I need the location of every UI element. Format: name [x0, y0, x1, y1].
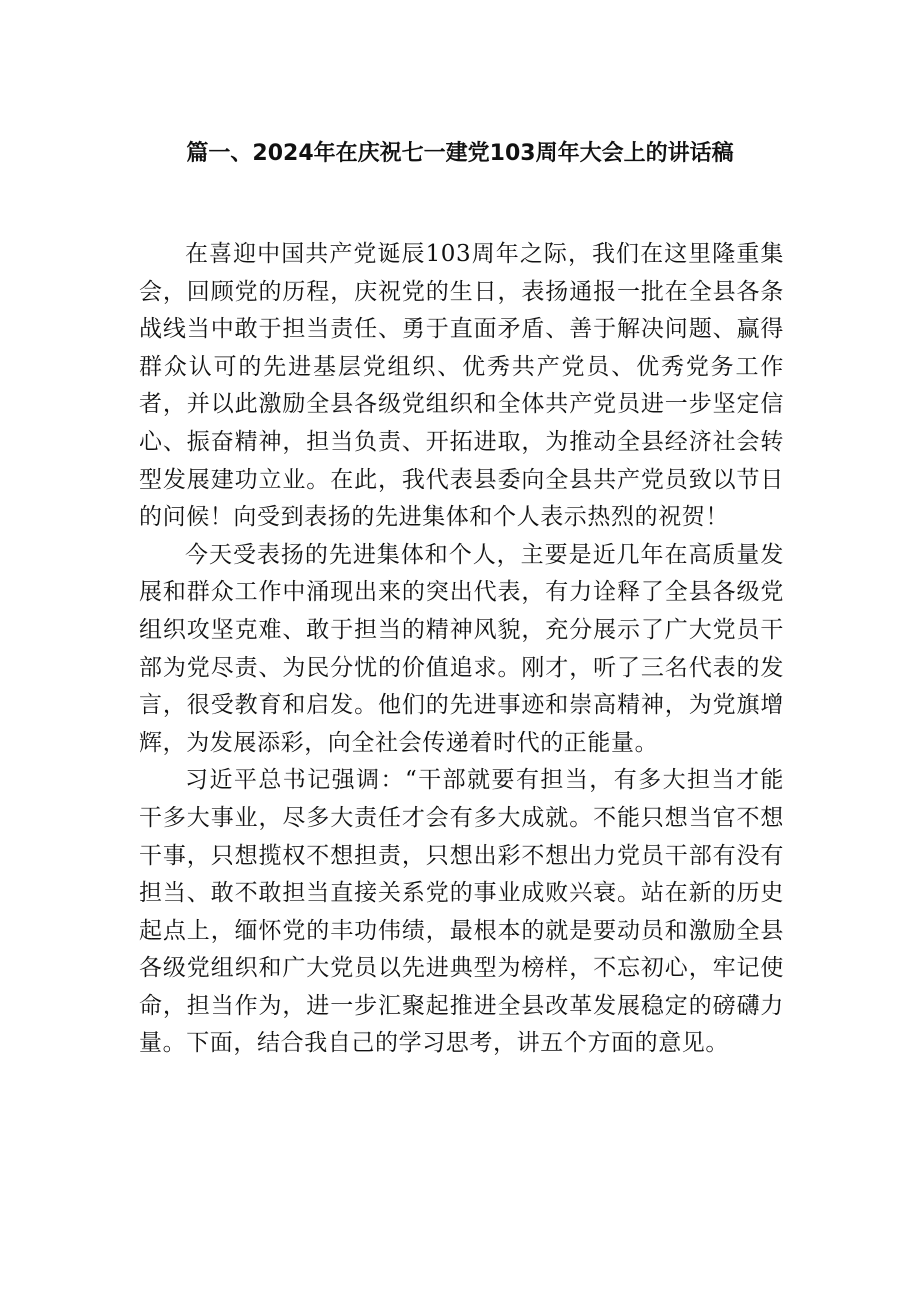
document-title: 篇一、2024年在庆祝七一建党103周年大会上的讲话稿 — [186, 141, 734, 166]
paragraph-2: 今天受表扬的先进集体和个人，主要是近几年在高质量发展和群众工作中涌现出来的突出代表，有力诠释了全县各级党组织攻坚克难、敢于担当的精神风貌，充分展示了广大党员干部为党尽责、为民分忧的价值追求。刚才，听了三名代表的发言，很受教育和启发。他们的先进事迹和崇高精神，为党旗增辉，为发展添彩，向全社会传递着时代的正能量。 — [139, 541, 784, 756]
paragraph-1: 在喜迎中国共产党诞辰103周年之际，我们在这里隆重集会，回顾党的历程，庆祝党的生日，表扬通报一批在全县各条战线当中敢于担当责任、勇于直面矛盾、善于解决问题、赢得群众认可的先进基层党组织、优秀共产党员、优秀党务工作者，并以此激励全县各级党组织和全体共产党员进一步坚定信心、振奋精神，担当负责、开拓进取，为推动全县经济社会转型发展建功立业。在此，我代表县委向全县共产党员致以节日的问候！向受到表扬的先进集体和个人表示热烈的祝贺！ — [139, 241, 784, 531]
paragraph-3: 习近平总书记强调：“干部就要有担当，有多大担当才能干多大事业，尽多大责任才会有多大成就。不能只想当官不想干事，只想揽权不想担责，只想出彩不想出力党员干部有没有担当、敢不敢担当直接关系党的事业成败兴衰。站在新的历史起点上，缅怀党的丰功伟绩，最根本的就是要动员和激励全县各级党组织和广大党员以先进典型为榜样，不忘初心，牢记使命，担当作为，进一步汇聚起推进全县改革发展稳定的磅礴力量。下面，结合我自己的学习思考，讲五个方面的意见。 — [139, 767, 784, 1057]
document-body — [139, 236, 784, 1063]
